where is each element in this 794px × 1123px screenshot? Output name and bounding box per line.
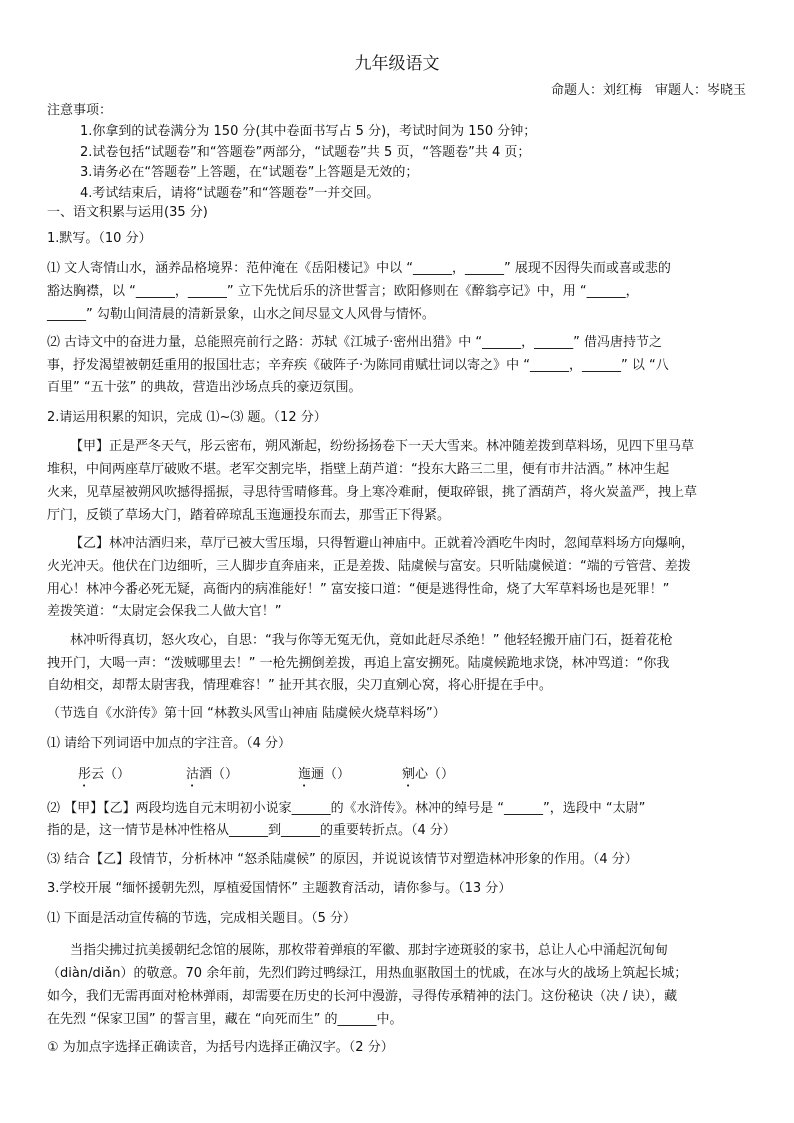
authors-line: 命题人：刘红梅 审题人：岑晓玉 (550, 83, 746, 98)
pinyin-item-rest: 云（） (91, 767, 131, 782)
pinyin-item-rest: 逦（） (311, 767, 351, 782)
page-title: 九年级语文 (354, 54, 440, 74)
q2-sub1: ⑴ 请给下列词语中加点的字注音。（4 分） (47, 736, 292, 751)
passage-jia-line: 堆积，中间两座草厅破败不堪。老军交割完毕，指壁上葫芦道：“投东大路三二里，便有市井沽酒。” 林冲生起 (47, 462, 670, 477)
q1-sub1-line: ⑴ 文人寄情山水，涵养品格境界：范仲淹在《岳阳楼记》中以 “______，______” 展现不因得失而或喜或悲的 (47, 261, 671, 276)
q3-sub1: ⑴ 下面是活动宣传稿的节选，完成相关题目。（5 分） (47, 911, 357, 926)
dotted-char: 迤 (298, 767, 312, 782)
question-title: 3.学校开展 “缅怀援朝先烈，厚植爱国情怀” 主题教育活动，请你参与。（13 分） (47, 881, 512, 896)
passage-line: 当指尖拂过抗美援朝纪念馆的展陈，那枚带着弹痕的军徽、那封字迹斑驳的家书，总让人心中涌起沉甸甸 (70, 943, 669, 958)
pinyin-item (186, 766, 238, 790)
q1-sub2-line: 事，抒发渴望被朝廷重用的报国壮志；辛弃疾《破阵子·为陈同甫赋壮词以寄之》中 “______，______” 以 “八 (47, 358, 669, 373)
question-title: 1.默写。（10 分） (47, 231, 152, 246)
note-item: 3.请务必在“答题卷”上答题，在“试题卷”上答题是无效的； (80, 165, 419, 180)
q1-sub1-line: ______” 勾勒山间清晨的清新景象，山水之间尽显文人风骨与情怀。 (47, 307, 435, 322)
passage-line: 如今，我们无需再面对枪林弹雨，却需要在历史的长河中漫游，寻得传承精神的法门。这份秘诀（决 / 诀），藏 (47, 989, 678, 1004)
passage-jia-line: 厅门，反锁了草场大门，踏着碎琼乱玉迤逦投东而去，那雪正下得紧。 (47, 508, 451, 523)
passage-yi-line: 火光冲天。他伏在门边细听，三人脚步直奔庙来，正是差拨、陆虞候与富安。只听陆虞候道：“端的亏管营、差拨 (47, 559, 691, 574)
q1-sub2-line: 百里” “五十弦” 的典故，营造出沙场点兵的豪迈氛围。 (47, 380, 362, 395)
passage-line: 自幼相交，却帮太尉害我，情理难容！” 扯开其衣服，尖刀直剜心窝，将心肝提在手中。 (47, 678, 552, 693)
passage-line: （diàn/diǎn）的敬意。70 余年前，先烈们跨过鸭绿江，用热血驱散国土的忧戚，在冰与火的战场上筑起长城； (47, 966, 688, 981)
passage-jia-line: 火来，见草屋被朔风吹撼得摇振，寻思待雪晴修葺。身上寒冷难耐，便取碎银，挑了酒葫芦，将火炭盖严，拽上草 (47, 485, 698, 500)
pinyin-item-rest: 心（） (415, 767, 455, 782)
passage-yi-line: 差拨笑道：“太尉定会保我二人做大官！” (47, 604, 282, 619)
note-item: 1.你拿到的试卷满分为 150 分(其中卷面书写占 5 分)，考试时间为 150 分钟； (80, 124, 537, 139)
dotted-char: 剜 (402, 767, 416, 782)
q2-sub2-line: ⑵ 【甲】【乙】两段均选自元末明初小说家______的《水浒传》。林冲的绰号是 “______”，选段中 “太尉” (47, 801, 646, 816)
pinyin-item-rest: 酒（） (199, 767, 239, 782)
pinyin-item (78, 766, 130, 790)
q3-item1: ① 为加点字选择正确读音，为括号内选择正确汉字。（2 分） (47, 1040, 394, 1055)
passage-yi-line: 用心！林冲今番必死无疑，高衙内的病准能好！” 富安接口道：“便是逃得性命，烧了大军草料场也是死罪！” (47, 582, 670, 597)
q1-sub1-line: 豁达胸襟，以 “______，______” 立下先忧后乐的济世誓言；欧阳修则在《醉翁亭记》中，用 “______， (47, 284, 639, 299)
passage-line: 林冲听得真切，怒火攻心，自思：“我与你等无冤无仇，竟如此赶尽杀绝！” 他轻轻搬开庙门石，挺着花枪 (70, 633, 673, 648)
question-title: 2.请运用积累的知识，完成 ⑴~⑶ 题。（12 分） (47, 410, 327, 425)
q2-sub3: ⑶ 结合【乙】段情节，分析林冲 “怒杀陆虞候” 的原因，并说说该情节对塑造林冲形象的作用。（4 分） (47, 852, 638, 867)
passage-jia-line: 【甲】正是严冬天气，彤云密布，朔风渐起，纷纷扬扬卷下一天大雪来。林冲随差拨到草料场，见四下里马草 (70, 439, 695, 454)
pinyin-item (298, 766, 350, 790)
passage-line: 拽开门，大喝一声：“泼贼哪里去！” 一枪先搠倒差拨，再追上富安搠死。陆虞候跪地求饶，林冲骂道：“你我 (47, 656, 670, 671)
notes-heading: 注意事项： (47, 103, 113, 118)
note-item: 2.试卷包括“试题卷”和“答题卷”两部分，“试题卷”共 5 页，“答题卷”共 4 页； (80, 145, 531, 160)
note-item: 4.考试结束后，请将“试题卷”和“答题卷”一并交回。 (80, 186, 380, 201)
section-heading: 一、语文积累与运用(35 分) (47, 205, 208, 220)
q2-sub2-line: 指的是，这一情节是林冲性格从______到______的重要转折点。（4 分） (47, 823, 456, 838)
dotted-char: 沽 (186, 767, 200, 782)
q1-sub2-line: ⑵ 古诗文中的奋进力量，总能照亮前行之路：苏轼《江城子·密州出猎》中 “______，______” 借冯唐持节之 (47, 335, 662, 350)
passage-line: 在先烈 “保家卫国” 的誓言里，藏在 “向死而生” 的______中。 (47, 1012, 403, 1027)
passage-yi-line: 【乙】林冲沽酒归来，草厅已被大雪压塌，只得暂避山神庙中。正就着冷酒吃牛肉时，忽闻草料场方向爆响， (70, 536, 695, 551)
pinyin-item (402, 766, 454, 790)
passage-source: （节选自《水浒传》第十回 “林教头风雪山神庙 陆虞候火烧草料场”） (47, 706, 446, 721)
dotted-char: 彤 (78, 767, 92, 782)
